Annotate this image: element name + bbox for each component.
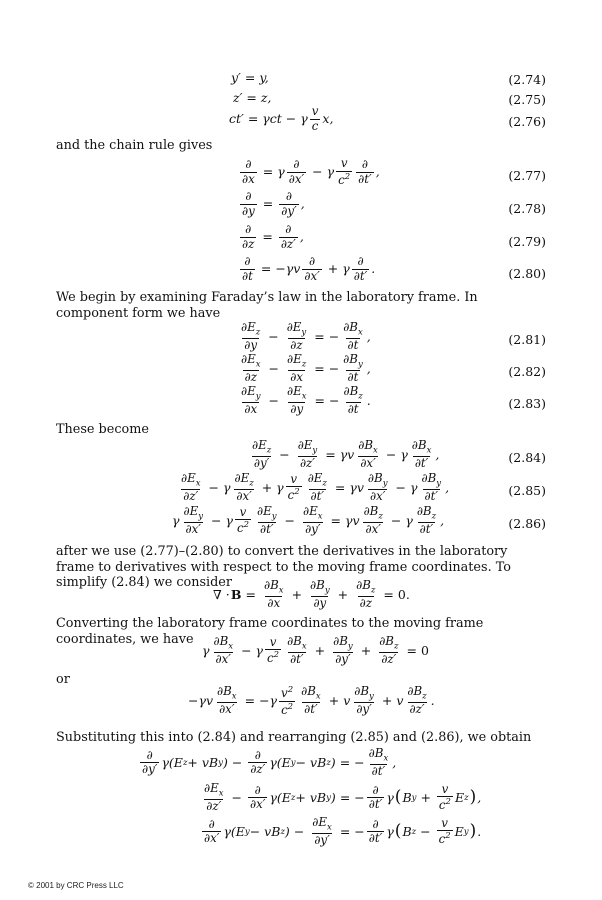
- equation-final-3: $\frac{\partial}{\partial x'}$ γ(E y − vB z ) − $\frac{\partial E_x}{\partial y'}$ = − $\frac{\partial}{\partial t'}$ γ ( B z − $\frac{v}{c^2}$ E y ) .: [204, 815, 482, 847]
- equation-number: (2.80): [508, 266, 546, 281]
- equation-number: (2.76): [508, 114, 546, 129]
- equation-2-74: y′ = y,: [231, 70, 269, 85]
- equation-final-1: $\frac{\partial}{\partial y'}$ γ(E z + vB y ) − $\frac{\partial}{\partial z'}$ γ(E y − vB z ) = − $\frac{\partial B_x}{\partial t'}$ ,: [142, 746, 397, 778]
- equation-number: (2.74): [508, 72, 546, 87]
- equation-2-83: $\frac{\partial E_y}{\partial x}$ − $\frac{\partial E_x}{\partial y}$ = − $\frac{\partial B_z}{\partial t}$ .: [241, 384, 371, 416]
- equation-2-78: $\frac{\partial}{\partial y}$ = $\frac{\partial}{\partial y'}$ ,: [242, 189, 305, 218]
- equation-number: (2.85): [508, 483, 546, 498]
- equation-2-85: $\frac{\partial E_x}{\partial z'}$ − γ $\frac{\partial E_z}{\partial x'}$ + γ $\frac{v}{c^2}$ $\frac{\partial E_z}{\partial t'}$ = γv $\frac{\partial B_y}{\partial x'}$ − γ $\frac{\partial B_y}{\partial t'}$ ,: [181, 471, 450, 503]
- equation-2-82: $\frac{\partial E_x}{\partial z}$ − $\frac{\partial E_z}{\partial x}$ = − $\frac{\partial B_y}{\partial t}$ ,: [241, 352, 371, 384]
- equation-div-b-moving: γ $\frac{\partial B_x}{\partial x'}$ − γ $\frac{v}{c^2}$ $\frac{\partial B_x}{\partial t'}$ + $\frac{\partial B_y}{\partial y'}$ + $\frac{\partial B_z}{\partial z'}$ = 0: [202, 634, 429, 666]
- equation-final-2: $\frac{\partial E_x}{\partial z'}$ − $\frac{\partial}{\partial x'}$ γ(E z + vB y ) = − $\frac{\partial}{\partial t'}$ γ ( B y + $\frac{v}{c^2}$ E z ) ,: [204, 781, 482, 813]
- equation-2-77: $\frac{\partial}{\partial x}$ = γ $\frac{\partial}{\partial x'}$ − γ $\frac{v}{c^2}$ $\frac{\partial}{\partial t'}$ ,: [242, 156, 380, 187]
- equation-2-79: $\frac{\partial}{\partial z}$ = $\frac{\partial}{\partial z'}$ ,: [242, 222, 304, 251]
- paragraph-faraday: We begin by examining Faraday’s law in the laboratory frame. In component form we have: [56, 290, 478, 321]
- paragraph-chain-rule: and the chain rule gives: [56, 138, 213, 153]
- equation-number: (2.78): [508, 201, 546, 216]
- paragraph-these-become: These become: [56, 422, 149, 437]
- equation-substitution: −γv $\frac{\partial B_x}{\partial x'}$ = −γ $\frac{v^2}{c^2}$ $\frac{\partial B_x}{\partial t'}$ + v $\frac{\partial B_y}{\partial y'}$ + v $\frac{\partial B_z}{\partial z'}$ .: [188, 684, 435, 717]
- equation-2-76: ct′ = γct − γ $\frac{v}{c}$ x,: [229, 104, 334, 133]
- paragraph-substituting: Substituting this into (2.84) and rearranging (2.85) and (2.86), we obtain: [56, 730, 532, 745]
- equation-2-80: $\frac{\partial}{\partial t}$ = −γv $\frac{\partial}{\partial x'}$ + γ $\frac{\partial}{\partial t'}$ .: [242, 254, 376, 283]
- equation-div-b: ∇ · B = $\frac{\partial B_x}{\partial x}$ + $\frac{\partial B_y}{\partial y}$ + $\frac{\partial B_z}{\partial z}$ = 0.: [213, 578, 410, 610]
- equation-2-86: γ $\frac{\partial E_y}{\partial x'}$ − γ $\frac{v}{c^2}$ $\frac{\partial E_y}{\partial t'}$ − $\frac{\partial E_x}{\partial y'}$ = γv $\frac{\partial B_z}{\partial x'}$ − γ $\frac{\partial B_z}{\partial t'}$ ,: [172, 504, 445, 536]
- equation-2-75: z′ = z,: [233, 90, 272, 105]
- copyright-footer: © 2001 by CRC Press LLC: [28, 881, 124, 890]
- equation-number: (2.75): [508, 92, 546, 107]
- paragraph-converting: Converting the laboratory frame coordinates to the moving frame coordinates, we have: [56, 616, 484, 647]
- equation-number: (2.79): [508, 234, 546, 249]
- equation-2-84: $\frac{\partial E_z}{\partial y'}$ − $\frac{\partial E_y}{\partial z'}$ = γv $\frac{\partial B_x}{\partial x'}$ − γ $\frac{\partial B_x}{\partial t'}$ ,: [252, 438, 440, 470]
- paragraph-or: or: [56, 672, 70, 687]
- paragraph-after: after we use (2.77)–(2.80) to convert the derivatives in the laboratory frame to derivatives with respect to the moving frame coordinates. To simplify (2.84) we consider: [56, 544, 511, 590]
- equation-number: (2.81): [508, 332, 546, 347]
- equation-number: (2.82): [508, 364, 546, 379]
- equation-number: (2.77): [508, 168, 546, 183]
- equation-number: (2.86): [508, 516, 546, 531]
- equation-number: (2.84): [508, 450, 546, 465]
- equation-number: (2.83): [508, 396, 546, 411]
- equation-2-81: $\frac{\partial E_z}{\partial y}$ − $\frac{\partial E_y}{\partial z}$ = − $\frac{\partial B_x}{\partial t}$ ,: [241, 320, 371, 352]
